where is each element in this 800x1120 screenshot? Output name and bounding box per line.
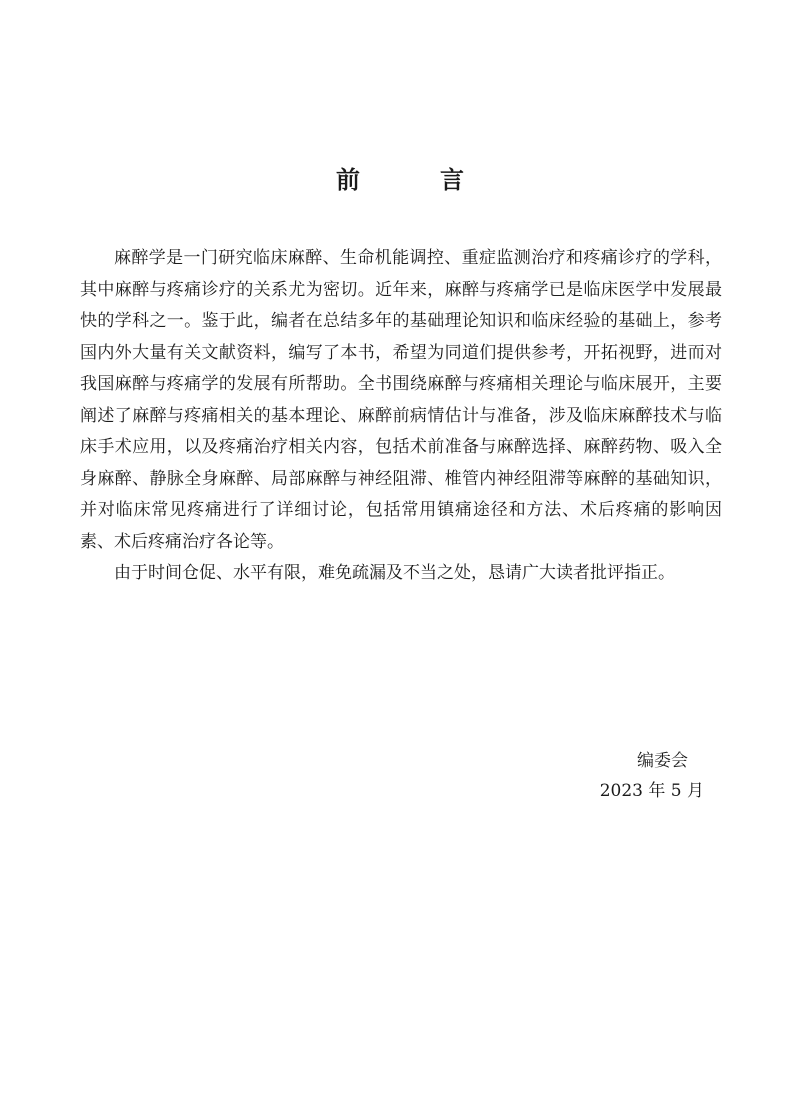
preface-body (80, 243, 722, 590)
page-title: 前 言 (336, 165, 492, 194)
signature-organization: 编委会 (637, 751, 688, 771)
paragraph-2: 由于时间仓促、水平有限，难免疏漏及不当之处，恳请广大读者批评指正。 (114, 563, 675, 583)
paragraph-1: 麻醉学是一门研究临床麻醉、生命机能调控、重症监测治疗和疼痛诊疗的学科，其中麻醉与疼痛诊疗的关系尤为密切。近年来，麻醉与疼痛学已是临床医学中发展最快的学科之一。鉴于此，编者在总结多年的基础理论知识和临床经验的基础上，参考国内外大量有关文献资料，编写了本书，希望为同道们提供参考，开拓视野，进而对我国麻醉与疼痛学的发展有所帮助。全书围绕麻醉与疼痛相关理论与临床展开，主要阐述了麻醉与疼痛相关的基本理论、麻醉前病情估计与准备，涉及临床麻醉技术与临床手术应用，以及疼痛治疗相关内容，包括术前准备与麻醉选择、麻醉药物、吸入全身麻醉、静脉全身麻醉、局部麻醉与神经阻滞、椎管内神经阻滞等麻醉的基础知识，并对临床常见疼痛进行了详细讨论，包括常用镇痛途径和方法、术后疼痛的影响因素、术后疼痛治疗各论等。 (80, 248, 722, 552)
signature-date: 2023 年 5 月 (599, 781, 704, 801)
